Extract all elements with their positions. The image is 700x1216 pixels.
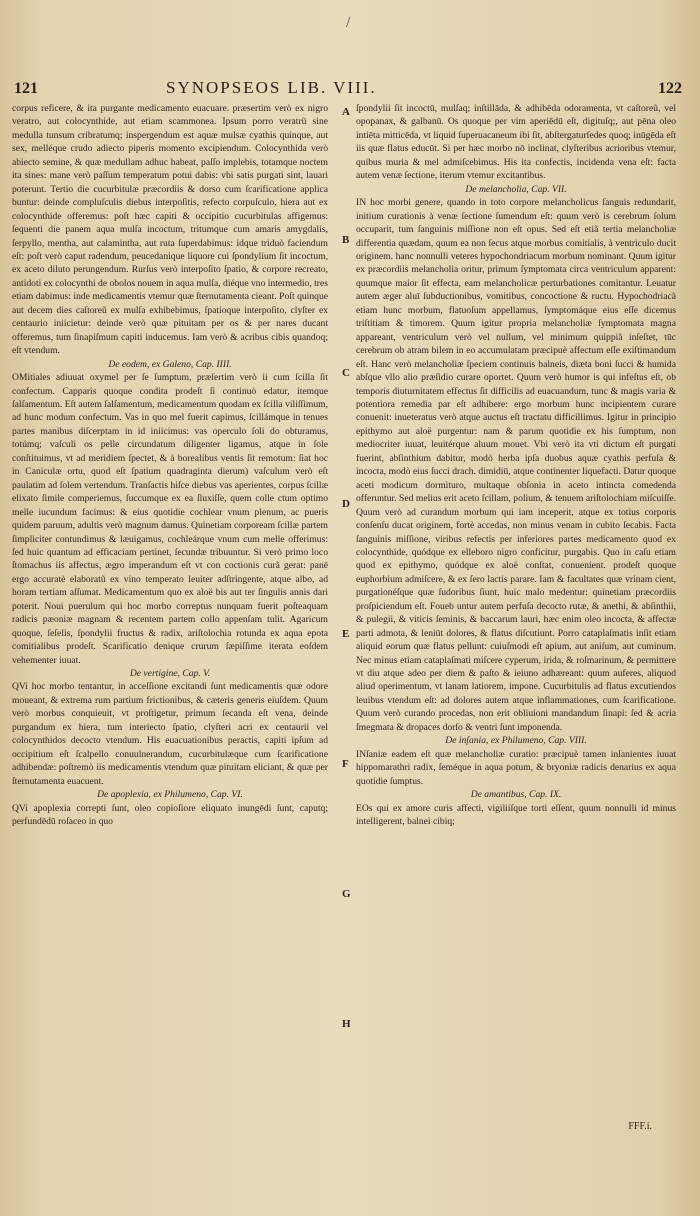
signature-mark: FFF.i. xyxy=(628,1121,652,1132)
left-paragraph-3: QVi apoplexia correpti ſunt, oleo copioſiore eliquato inungēdi ſunt, caputq; perfundēdū roſaceo in quo xyxy=(12,802,328,828)
margin-letter-d: D xyxy=(342,498,350,510)
running-header xyxy=(0,78,700,102)
margin-letter-h: H xyxy=(342,1018,351,1030)
page-number-right: 122 xyxy=(658,80,682,97)
margin-letter-a: A xyxy=(342,106,350,118)
left-paragraph-2: QVi hoc morbo tentantur, in acceſſione excitandi ſunt medicamentis quæ odore moueant, & extrema rum partium frictionibus, & cæteris generis eiuſdem. Quum verò morbus conquieuit, vt proſtigetur, primum ſecanda eſt vena, deinde purgandum ex hiera, tum interiecto ſpatio, clyſteri acri ex centaurii vel colocynthidos decocto vtendum. His euacuationibus peractis, capiti ipſum ad occipitium eſt ſcalpello conuulnerandum, cucurbitulæque cum ſcarificatione adhibendæ: poſtremò iis medicamentis vtendum quæ pituitam eliciant, & quæ per ſternutamenta euacuent. xyxy=(12,681,328,787)
right-column xyxy=(356,102,676,1112)
margin-letter-f: F xyxy=(342,758,349,770)
right-heading-2: De inſania, ex Philumeno, Cap. VIII. xyxy=(445,735,587,747)
page-number-left: 121 xyxy=(14,80,38,97)
right-heading-1: De melancholia, Cap. VII. xyxy=(465,183,567,195)
margin-letter-g: G xyxy=(342,888,351,900)
right-intro-paragraph: ſpondylii ſit incoctū, mulſaq; inſtillāda, & adhibēda odoramenta, vt caſtoreũ, vel opopanax, & galbanū. Os quoque per vim aperiēdū eſt, digituſq;, aut pēna oleo intiēta mitticēda, vt liquid ſuperuacaneum ibi ſit, abſtergaturſedes quoq; inūgēda eſt iis quæ flatus educūt. Si per hæc morbo nō inclinat, clyſteribus acrioribus vtemur, quibus muria & mel admiſcebimus. His ita confectis, incidenda vena eſt: facta autem venæ ſectione, iterum vtemur excitantibus. xyxy=(356,103,676,182)
running-title: SYNOPSEOS LIB. VIII. xyxy=(166,78,377,97)
right-paragraph-3: EOs qui ex amore curis affecti, vigiliíſque torti eſſent, quum nonnulli id minus intelligerent, balnei cibiq; xyxy=(356,802,676,828)
right-paragraph-1: IN hoc morbi genere, quando in toto corpore melancholicus ſanguis redundarit, initium curationis à venæ ſectione ſumendum eſt: quum verò is cerebrum ſolum occuparit, tum ſanguinis miſſione non eſt opus. Sed eſt etiã tertia melancholiæ differentia quædam, quum ea non ſecus atque morbus comitialis, à ventriculo ducit originem. hanc nonnulli veteres hypochondriacum morbum nominant. Quum igitur ex præcordiis melancholia oritur, primum ſymptomata circa ventriculum apparent: quumque maior ſit effecta, eam melancholicæ perturbationes comitantur. Leuatur autem æger aluī ſubductionibus, vomitibus, concoctione & ructu. Hypochodriacã etiam hunc morbum, flatuoſum appellamus, ſymptomáque eius eſſe dicemus triſtitiam & timorem. Quum igitur propria melancholiæ ſymptomata magna appareant, ventriculum verò vel nullum, vel minimum quippiã inſeſtet, tūc cerebrum ob atram bilem in eo accumulatam præcipuè affectum eſſe exiſtimandum eſt. Hanc verò melancholiæ ſpeciem continuis balneis, diæta boni ſucci & humida abſque vllo alio præſidio curare oportet. Quum verò humor is qui infeſtus eſt, ob temporis diuturnitatem effectus ſit difficilis ad euacuandum, tunc & magis varia & potentiora remedia par eſt adhibere: ergo morbum hunc incipientem curare conuenit: inueteratus verò atque auctus eſt tractatu difficillimus. Igitur in principio epithymo aut aloë purgentur: nam & parum quotidie ex his ſumptum, non mediocriter iuuat, leuitérque aluum mouet. Vbi verò ita vti dictum eſt purgati fuerint, abſinthium dabitur, modò herba ipſa duobus aquæ cyathis perfuſa & incocta, modò eius ſucci drach. dimidiū, atque continenter liquefacti. Datur quoque aceti modicum dormituro, multaque obſonia in aceto intincta comedenda offeruntur. Sed melius erit aceto ſcillam, polium, & tenuem ariſtolochiam miſcuiſſe. Quum verò ad curandum morbum qui iam inceperit, atque ex totius corporis conſenſu ducat originem, fortè accedas, non minus venam in cubito ſecabis. Facta ſanguinis miſſione, viribus refectis per inferiores partes medicamento quod ex colocynthide, quódque ex elleboro nigro conficitur, purgabis. Quo in caſu etiam quod ex epithymo, quódque ex aloë conſtat, conuenient. prodeſt quoque euphorbium admiſcere, & ex ſero lactis parare. Iam & facultates quæ vrinam cient, purgationéſque quæ ſudoribus ſiunt, huic malo medentur: quinetiam præcordiis proſpiciendum eſt. Foueb untur autem perfuſa decocto rutæ, & anethi, & abſinthii, & pulegii, & viticis ſeminis, & baccarum lauri, hæc enim oleo incocta, & affectæ parti admota, & leniūt dolores, & flatus diſcutiunt. Porro cataplaſmatis inſit etiam aliquid eorum quæ flatus pellunt: cuiuſmodi eſt apium, aut aniſum, aut cuminum. Nec minus etiam cataplaſmati miſcere cyperum, irida, & roſmarinum, & permittere vt diu atque adeo per diem & paſto & ieiuno adhæreant: quum auferes, aliquod aliud operimentum, vt lanam latiorem, impone. Cucurbitulis ad flatus excutiendos leuibus vtendum eſt: ad dolores autem atque inflammationes, cum ſcarificatione. Quum verò curando procedas, non erit obliuioni mandandum ſinapi: ſed & acria ſmegmata & dropaces dorſo & ventri ſunt imponenda. xyxy=(356,197,676,733)
pen-mark: / xyxy=(346,14,351,31)
left-heading-1: De eodem, ex Galeno, Cap. IIII. xyxy=(108,358,232,370)
margin-letter-c: C xyxy=(342,367,350,379)
left-heading-3: De apoplexia, ex Philumeno, Cap. VI. xyxy=(97,789,243,801)
left-heading-2: De vertigine, Cap. V. xyxy=(129,668,211,680)
right-heading-3: De amantibus, Cap. IX. xyxy=(470,789,562,801)
left-column xyxy=(12,102,328,1152)
left-intro-paragraph: corpus reficere, & ita purgante medicamento euacuare. præsertim verò ex nigro veratro, aut colocynthide, aut etiam scammonea. Ipsum porro veratrũ sine medulla tunsum cribratumq; inspergendum est aquæ mulsæ cyathis quinque, aut sex, melléque crudo adiecto piperis momento excipiendum. Colocynthida verò abiecto semine, & quæ medullam adhuc habeat, paſſo implebis, totamque noctem ita sines: mane verò paſſum temperatum potui dabis: vbi satis purgati sint, lauari poterunt. Tertio die cucurbitulæ præcordiis & dorso cum ſcarificatione applica buntur: deinde compluſculis diebus interpoſitis, refecto corpuſculo, hiera aut ex colocynthide offeremus: poſt hæc capiti & occipitio cucurbitulas affigemus: ſequenti die panem aqua mulſa incoctum, tritumque cum amaris amygdalis, ſerpyllo, mentha, aut calamintha, aut ruta ſuperdabimus: idque triduò faciendum eſt: poſt verò caput radendum, peucedanique liquore cui ſpondylium ſit incoctum, ex aceto diluto perungendum. Rurſus verò interpoſito ſpatio, & corpore recreato, antidoti ex colocynthi de obolos nouem in aqua mulſa, diéque vno intermedio, tres etiam dabimus: inde medicamentis vtemur quæ ſternutamenta cieant. Poſt quinque aut decem dies caſtoreũ ex mulſa exhibebimus, ſpatioque interpoſito, clyſter ex centaurio iniicietur: deinde verò quæ pituitam per os & per nares ducant offeremus, tum ſinapiſmum capiti inducemus. Iam verò & acribus cibis quandoq; eſt vtendum. xyxy=(12,103,328,357)
margin-letter-b: B xyxy=(342,234,350,246)
margin-letter-e: E xyxy=(342,628,350,640)
right-paragraph-2: INſaniæ eadem eſt quæ melancholiæ curatio: præcipuè tamen inſanientes iuuat hippomarathri radix, ſeméque in aqua potum, & bryoniæ radicis denarius ex aqua quotidie ſumptus. xyxy=(356,748,676,787)
left-paragraph-1: OMitiales adiuuat oxymel per ſe ſumptum, præſertim verò ii cum ſcilla ſit confectum. Capparis quoque condita prodeſt ſi continuò edatur, itemque ſalſamentum. Eſt autem ſalſamentum, medicamentum quodam ex ſcilla viliſſimum, ad hunc modum confectum. Vas in quo mel fuerit capimus, ſcillámque in tenues partes manibus diſcerptam in id iniicimus: vas operculo ſoli do obturamus, totúmq; vaſculi os pelle circundatum diligenter ligamus, atque in ſole conſtituimus, vt ad meridiem ſpectet, & à borealibus ventis ſit remotum: ſiat hoc in Caniculæ ortu, quod eſt ſpatium quadraginta dierum) vaſculum verò eſt paulatim ad ſolem vertendum. Tranſactis hiſce diebus vas aperientes, corpus ſcillæ elixato ſimile comperiemus, ſuccumque ex ea ſluxiſſe, quem colle ctum optimo melle iucundum facimus: & eius quotidie cochlear vnum plenum, ac pueris quidem paruum, adultis verò magnum damus. Quinetiam corpoream ſcillæ partem ſimpliciter contundimus & læuigamus, cochleárque vnum cum melle offerimus: ſed huic quantum ad efficaciam pertinet, ſecundæ tribuuntur. Si verò primo loco ſtomachus iis affectus, ægro imperandum eſt vt con coctionis curã gerat: panē ergo accuratè elaboratũ ex vino temperato leuiter adſtringente, atque albo, ad horam tertiam aſſumat. Medicamentum quo ex aloë bis aut ter ſingulis annis dari poterit. Noui puerulum qui hoc morbo correptus nunquam fuerit poſteaquam radicis pæoniæ magnam & recentem partem collo appenſam tulit. Agaricum quoque, ſeſelis, ſpondylii fructus & radix, ariſtolochia rotunda ex aqua epota comitialibus prodeſt. Scarificatio denique crurum ſæpiſſime iterata eoſdem vehementer iuuat. xyxy=(12,372,328,666)
